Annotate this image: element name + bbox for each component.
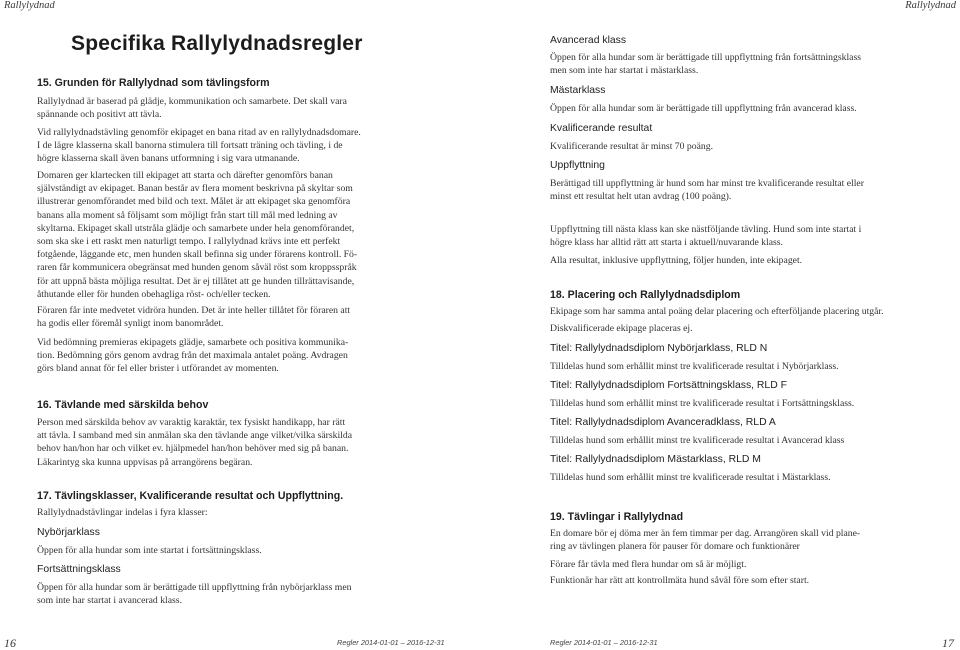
section-16-heading: 16. Tävlande med särskilda behov — [37, 399, 209, 411]
paragraph-line: Person med särskilda behov av varaktig karaktär, tex fysiskt handikapp, har rätt — [37, 417, 346, 428]
section-19-heading: 19. Tävlingar i Rallylydnad — [550, 511, 684, 523]
paragraph-line: spännande och positivt att tävla. — [37, 109, 162, 121]
paragraph-line: Öppen för alla hundar som är berättigade till uppflyttning från fortsättningsklass — [550, 52, 861, 63]
kvalificerande-title: Kvalificerande resultat — [550, 123, 653, 134]
paragraph-line: fotgående, läggande etc, men hunden skall befinna sig under förarens kontroll. Fö- — [37, 249, 358, 261]
class-title-avancerad: Avancerad klass — [550, 35, 627, 46]
section-16-para — [37, 416, 419, 469]
diploma-text-a: Tilldelas hund som erhållit minst tre kvalificerade resultat i Avancerad klass — [550, 435, 845, 446]
diploma-title-n: Titel: Rallylydnadsdiplom Nybörjarklass, RLD N — [550, 343, 768, 354]
paragraph-line: behov han/hon har och vilket ev. hjälpmedel han/hon behöver med sig på banan. — [37, 443, 349, 455]
paragraph-line: Föraren får inte medvetet vidröra hunden. Det är inte heller tillåtet för föraren att — [37, 305, 351, 316]
paragraph-line: En domare bör ej döma mer än fem timmar per dag. Arrangören skall vid plane- — [550, 528, 861, 539]
section-15-heading: 15. Grunden för Rallylydnad som tävlingsform — [37, 77, 270, 89]
paragraph-line: minst ett resultat helt utan avdrag (100 poäng). — [550, 191, 732, 203]
class-title-fortsattning: Fortsättningsklass — [37, 564, 121, 575]
page-title: Specifika Rallylydnadsregler — [71, 32, 363, 55]
diploma-title-f: Titel: Rallylydnadsdiplom Fortsättningsklass, RLD F — [550, 380, 787, 391]
paragraph-line: som inte har startat i avancerad klass. — [37, 595, 182, 607]
paragraph-line: Domaren ger klartecken till ekipaget att starta och därefter genomförs banan — [37, 170, 333, 181]
paragraph-line: banans alla moment så följsamt som möjligt från start till mål med ledning av — [37, 209, 338, 221]
right-page — [480, 0, 960, 650]
diploma-text-n: Tilldelas hund som erhållit minst tre kvalificerade resultat i Nybörjarklass. — [550, 361, 839, 372]
paragraph-line: för att uppnå bästa möjliga resultat. Det är ej tillåtet att ge hunden tillrättavisande, — [37, 275, 355, 287]
paragraph-line: Vid bedömning premieras ekipagets glädje, samarbete och positiva kommunika- — [37, 337, 349, 348]
paragraph-line: åthutande eller för hunden obehagliga röst- och/eller tecken. — [37, 288, 271, 300]
running-header-right: Rallylydnad — [905, 0, 956, 11]
paragraph-line: Vid rallylydnadstävling genomför ekipaget en bana ritad av en rallylydnadsdomare. — [37, 127, 361, 138]
section-17-heading: 17. Tävlingsklasser, Kvalificerande resultat och Uppflyttning. — [37, 490, 344, 502]
paragraph-line: illustrerar genomförandet med bild och text. Målet är att ekipaget ska genomföra — [37, 196, 351, 208]
uppflyttning-para-1 — [550, 177, 933, 203]
paragraph-line: ha godis eller föremål synligt inom banområdet. — [37, 318, 224, 330]
page-number-left: 16 — [4, 636, 16, 650]
paragraph-line: skyltarna. Ekipaget skall utstråla glädje och samarbete under hela genomförandet, — [37, 222, 355, 234]
paragraph-line: Berättigad till uppflyttning är hund som har minst tre kvalificerande resultat eller — [550, 178, 864, 189]
paragraph-line: som ska ske i ett raskt men naturligt tempo. I rallylydnad krävs inte ett perfekt — [37, 236, 341, 248]
paragraph-line: Öppen för alla hundar som är berättigade till uppflyttning från nybörjarklass men — [37, 582, 352, 593]
diploma-title-m: Titel: Rallylydnadsdiplom Mästarklass, RLD M — [550, 454, 761, 465]
diploma-title-a: Titel: Rallylydnadsdiplom Avanceradklass, RLD A — [550, 417, 776, 428]
class-text-fortsattning — [37, 581, 419, 607]
section-19-para-1 — [550, 527, 933, 553]
paragraph-line: att tävla. I samband med sin anmälan ska den tävlande ange vilket/vilka särskilda — [37, 430, 353, 442]
section-19-line-3: Funktionär har rätt att kontrollmäta hund såväl före som efter start. — [550, 575, 810, 586]
section-17-intro: Rallylydnadstävlingar indelas i fyra klasser: — [37, 507, 208, 518]
footer-validity-left: Regler 2014-01-01 – 2016-12-31 — [337, 638, 445, 647]
class-title-nyborjar: Nybörjarklass — [37, 527, 100, 538]
uppflyttning-para-2 — [550, 223, 933, 249]
diploma-text-f: Tilldelas hund som erhållit minst tre kvalificerade resultat i Fortsättningsklass. — [550, 398, 855, 409]
kvalificerande-text: Kvalificerande resultat är minst 70 poäng. — [550, 141, 714, 152]
paragraph-line: I de lägre klasserna skall banorna stimulera till fortsatt träning och tävling, i de — [37, 140, 343, 152]
paragraph-line: högre klasserna skall även banans utformning i sig vara utmanande. — [37, 153, 300, 165]
section-18-line-2: Diskvalificerade ekipage placeras ej. — [550, 323, 693, 334]
section-15-para-3 — [37, 169, 419, 301]
paragraph-line: raren får kommunicera obegränsat med hunden genom såväl röst som kroppsspråk — [37, 262, 357, 274]
footer-validity-right: Regler 2014-01-01 – 2016-12-31 — [550, 638, 658, 647]
paragraph-line: högre klass har alltid rätt att starta i aktuell/nuvarande klass. — [550, 237, 783, 249]
paragraph-line: men som inte har startat i mästarklass. — [550, 65, 699, 77]
section-18-line-1: Ekipage som har samma antal poäng delar placering och efterföljande placering utgår. — [550, 306, 884, 317]
paragraph-line: ring av tävlingen planera för pauser för domare och funktionärer — [550, 541, 800, 553]
paragraph-line: Läkarintyg ska kunna uppvisas på arrangörens begäran. — [37, 456, 253, 468]
class-title-mastar: Mästarklass — [550, 85, 606, 96]
paragraph-line: självständigt av ekipaget. Banan består av flera moment beskrivna på skyltar som — [37, 183, 353, 195]
paragraph-line: Uppflyttning till nästa klass kan ske nästföljande tävling. Hund som inte startat i — [550, 224, 862, 235]
section-15-para-5 — [37, 336, 419, 376]
section-15-para-1 — [37, 95, 419, 121]
uppflyttning-para-3: Alla resultat, inklusive uppflyttning, följer hunden, inte ekipaget. — [550, 255, 803, 266]
paragraph-line: Rallylydnad är baserad på glädje, kommunikation och samarbete. Det skall vara — [37, 96, 347, 107]
paragraph-line: tion. Bedömning görs genom avdrag från det maximala antalet poäng. Avdragen — [37, 350, 348, 362]
section-15-para-2 — [37, 126, 419, 166]
running-header-left: Rallylydnad — [4, 0, 55, 11]
class-text-nyborjar: Öppen för alla hundar som inte startat i fortsättningsklass. — [37, 545, 262, 556]
page-number-right: 17 — [942, 636, 954, 650]
section-15-para-4 — [37, 304, 419, 330]
class-text-mastar: Öppen för alla hundar som är berättigade till uppflyttning från avancerad klass. — [550, 103, 857, 114]
paragraph-line: görs bland annat för fel eller brister i utförandet av momenten. — [37, 363, 279, 375]
diploma-text-m: Tilldelas hund som erhållit minst tre kvalificerade resultat i Mästarklass. — [550, 472, 831, 483]
class-text-avancerad — [550, 51, 933, 77]
section-19-line-2: Förare får tävla med flera hundar om så är möjligt. — [550, 559, 747, 570]
uppflyttning-title: Uppflyttning — [550, 160, 605, 171]
section-18-heading: 18. Placering och Rallylydnadsdiplom — [550, 289, 741, 301]
